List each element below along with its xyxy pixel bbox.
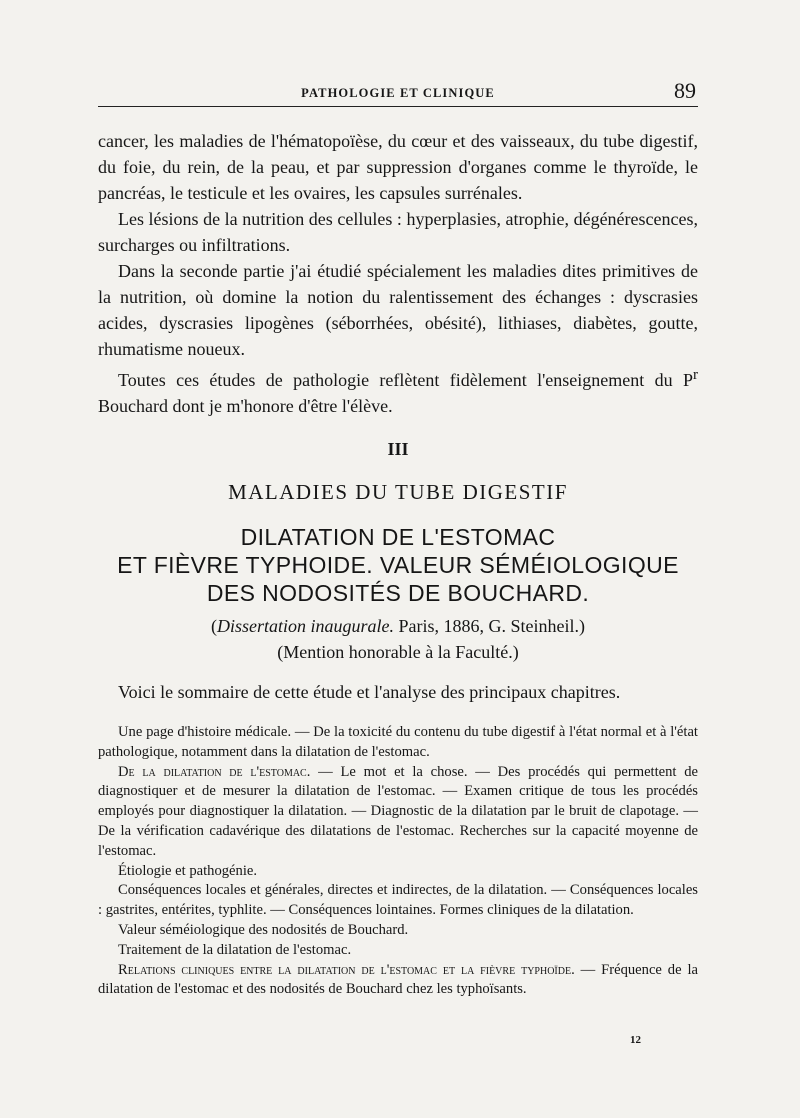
summary-item-5: Valeur séméiologique des nodosités de Bouchard. bbox=[118, 921, 409, 938]
summary-item-2 bbox=[98, 763, 698, 862]
article-title-line-3: DES NODOSITÉS DE BOUCHARD. bbox=[206, 580, 590, 606]
summary-text-relations: — Fréquence de la dilatation de l'estomac et des nodosités de Bouchard chez les typhoïsants. bbox=[98, 961, 698, 998]
citation-title: Dissertation inaugurale. bbox=[216, 616, 394, 636]
intro-paragraph-1: cancer, les maladies de l'hématopoïèse, du cœur et des vaisseaux, du tube digestif, du foie, du rein, de la peau, et par suppression d'organes comme le thyroïde, le pancréas, le testicule et les ovaires, les capsules surrénales. bbox=[98, 131, 698, 203]
closing-superscript: r bbox=[693, 367, 698, 383]
summary-item-7 bbox=[98, 961, 698, 1001]
closing-paragraph bbox=[98, 362, 698, 419]
section-title: MALADIES DU TUBE DIGESTIF bbox=[228, 480, 568, 504]
article-citation: (Dissertation inaugurale. Paris, 1886, G. Steinheil.) bbox=[210, 616, 585, 636]
article-title bbox=[98, 523, 698, 607]
page-number: 89 bbox=[674, 78, 696, 103]
intro-section bbox=[98, 128, 698, 419]
intro-paragraph-3: Dans la seconde partie j'ai étudié spécialement les maladies dites primitives de la nutrition, où domine la notion du ralentissement des échanges : dyscrasies acides, dyscrasies lipogènes (séborrhées, obésité), lithiases, diabètes, goutte, rhumatisme noueux. bbox=[98, 261, 698, 359]
summary-item-6: Traitement de la dilatation de l'estomac. bbox=[118, 941, 352, 958]
summary-text-dilatation: — Le mot et la chose. — Des procédés qui permettent de diagnostiquer et de mesurer la dilatation de l'estomac. — Examen critique de tous les procédés employés pour diagnostiquer la dilatation. — Diagnostic de la dilatation par le bruit de clapotage. — De la vérification cadavérique des dilatations de l'estomac. Recherches sur la capacité moyenne de l'estomac. bbox=[98, 763, 699, 859]
running-header bbox=[98, 76, 698, 107]
summary-item-1: Une page d'histoire médicale. — De la toxicité du contenu du tube digestif à l'état normal et à l'état pathologique, notamment dans la dilatation de l'estomac. bbox=[98, 724, 698, 760]
closing-text-before: Toutes ces études de pathologie reflètent fidèlement l'enseignement du P bbox=[118, 370, 693, 390]
page-body bbox=[98, 128, 698, 1000]
summary-section bbox=[98, 723, 698, 1000]
article-title-line-2: ET FIÈVRE TYPHOIDE. VALEUR SÉMÉIOLOGIQUE bbox=[117, 552, 679, 578]
summary-item-4: Conséquences locales et générales, directes et indirectes, de la dilatation. — Conséquences locales : gastrites, entérites, typhlite. — Conséquences lointaines. Formes cliniques de la dilatation. bbox=[98, 882, 698, 919]
citation-publisher: Paris, 1886, G. Steinheil. bbox=[394, 616, 579, 636]
article-title-line-1: DILATATION DE L'ESTOMAC bbox=[240, 524, 556, 550]
closing-text-after: Bouchard dont je m'honore d'être l'élève. bbox=[98, 396, 393, 416]
honor-mention: (Mention honorable à la Faculté.) bbox=[277, 642, 519, 662]
summary-heading-relations: Relations cliniques entre la dilatation de l'estomac et la fièvre typhoïde. bbox=[118, 961, 575, 978]
summary-item-3: Étiologie et pathogénie. bbox=[118, 862, 258, 879]
summary-heading-dilatation: De la dilatation de l'estomac. bbox=[118, 763, 311, 780]
intro-paragraph-2: Les lésions de la nutrition des cellules : hyperplasies, atrophie, dégénérescences, surcharges ou infiltrations. bbox=[98, 209, 698, 255]
printer-signature: 12 bbox=[630, 1034, 641, 1046]
running-title: PATHOLOGIE ET CLINIQUE bbox=[301, 86, 495, 100]
summary-intro: Voici le sommaire de cette étude et l'analyse des principaux chapitres. bbox=[118, 682, 621, 702]
section-number: III bbox=[387, 439, 409, 459]
